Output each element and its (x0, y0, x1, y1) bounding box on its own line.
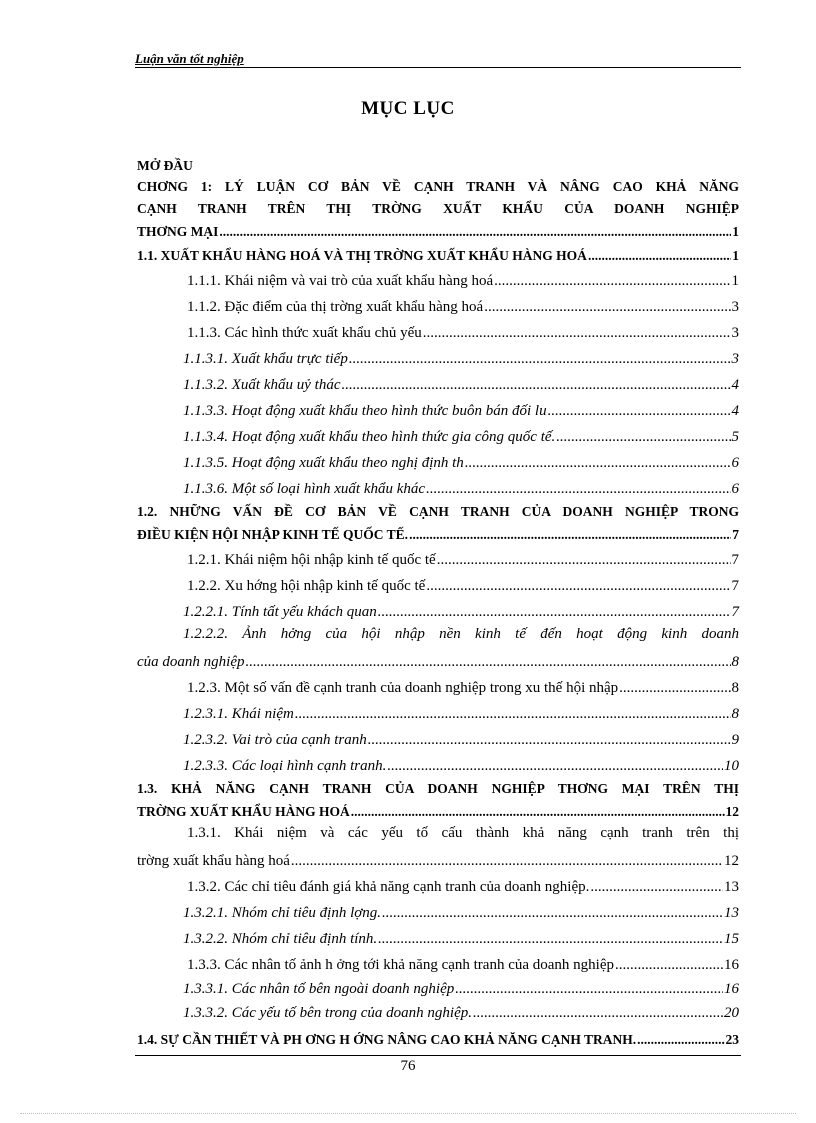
toc-page-number: 7 (731, 604, 739, 620)
page-title: MỤC LỤC (361, 98, 455, 119)
running-header (135, 50, 741, 68)
toc-entry-1-1-3-3[interactable] (137, 394, 739, 420)
toc-entry-label: 1.2.3.3. Các loại hình cạnh tranh. (183, 758, 387, 774)
toc-entry-1-1[interactable] (137, 242, 739, 264)
toc-entry-1-2[interactable] (137, 501, 739, 543)
toc-page-number: 7 (731, 552, 739, 568)
toc-entry-1-1-1[interactable] (137, 264, 739, 290)
toc-entry-1-1-3-6[interactable] (137, 472, 739, 498)
toc-entry-line: THƠNG MẠI (137, 224, 219, 239)
toc-entry-line: TRỜNG XUẤT KHẨU HÀNG HOÁ (137, 804, 350, 819)
toc-entry-1-2-3[interactable] (137, 671, 739, 697)
toc-entry-line: trờng xuất khẩu hàng hoá (137, 853, 290, 869)
toc-entry-1-3-3[interactable] (137, 948, 739, 974)
toc-entry-1-4[interactable] (137, 1026, 739, 1048)
toc-page-number: 1 (732, 224, 739, 239)
toc-entry-label: 1.3.3. Các nhân tố ảnh h ởng tới khả năng cạnh tranh của doanh nghiệp (187, 957, 615, 973)
toc-entry-1-3-1[interactable] (137, 820, 739, 870)
toc-entry-line: ĐIỀU KIỆN HỘI NHẬP KINH TẾ QUỐC TẾ. (137, 527, 409, 542)
toc-page-number: 4 (731, 377, 739, 393)
toc-page-number: 7 (731, 578, 739, 594)
header-text: Luận văn tốt nghiệp (135, 51, 244, 66)
toc-page-number: 1 (732, 248, 739, 263)
toc-entry-label: 1.3.3.2. Các yếu tố bên trong của doanh nghiệp. (183, 1005, 472, 1021)
toc-entry-line: 1.3.1. Khái niệm và các yếu tố cấu thành khả năng cạnh tranh trên thị (187, 825, 739, 841)
toc-entry-1-1-2[interactable] (137, 290, 739, 316)
toc-entry-1-3[interactable] (137, 778, 739, 820)
toc-entry-label: 1.2.3.2. Vai trò của cạnh tranh (183, 732, 367, 748)
page-edge-divider (20, 1113, 796, 1114)
toc-entry-line: CHƠNG 1: LÝ LUẬN CƠ BẢN VỀ CẠNH TRANH VÀ NÂNG CAO KHẢ NĂNG (137, 179, 739, 194)
toc-page-number: 3 (731, 325, 739, 341)
toc-entry-label: 1.4. SỰ CẦN THIẾT VÀ PH ƠNG H ỚNG NÂNG CAO KHẢ NĂNG CẠNH TRANH. (137, 1032, 637, 1047)
toc-entry-label: 1.1.3.4. Hoạt động xuất khẩu theo hình thức gia công quốc tế. (183, 429, 556, 445)
toc-entry-label: 1.3.2. Các chỉ tiêu đánh giá khả năng cạnh tranh của doanh nghiệp. (187, 879, 590, 895)
toc-entry-1-1-3-1[interactable] (137, 342, 739, 368)
toc-entry-label: 1.3.2.1. Nhóm chỉ tiêu định lợng. (183, 905, 381, 921)
toc-page-number: 9 (731, 732, 739, 748)
toc-page-number: 1 (731, 273, 739, 289)
toc-entry-label: 1.2.3.1. Khái niệm (183, 706, 294, 722)
toc-entry-label: 1.2.2. Xu hớng hội nhập kinh tế quốc tế (187, 578, 426, 594)
toc-entry-1-2-3-3[interactable] (137, 749, 739, 775)
toc-entry-1-3-2-1[interactable] (137, 896, 739, 922)
toc-entry-label: 1.1. XUẤT KHẨU HÀNG HOÁ VÀ THỊ TRỜNG XUẤT KHẨU HÀNG HOÁ (137, 248, 587, 263)
toc-page-number: 3 (731, 351, 739, 367)
toc-page-number: 20 (724, 1005, 739, 1021)
toc-page-number: 12 (724, 853, 739, 869)
toc-entry-label: 1.1.2. Đặc điểm của thị trờng xuất khẩu hàng hoá (187, 299, 484, 315)
toc-page-number: 4 (731, 403, 739, 419)
toc-entry-label: 1.1.3.2. Xuất khẩu uỷ thác (183, 377, 341, 393)
toc-entry-label: 1.1.3.6. Một số loại hình xuất khẩu khác (183, 481, 426, 497)
toc-entry-1-2-3-1[interactable] (137, 697, 739, 723)
toc-entry-1-3-3-1[interactable] (137, 974, 739, 998)
toc-entry-label: 1.1.3.1. Xuất khẩu trực tiếp (183, 351, 348, 367)
toc-page-number: 7 (732, 527, 739, 542)
toc-entry-label: 1.2.3. Một số vấn đề cạnh tranh của doanh nghiệp trong xu thế hội nhập (187, 680, 619, 696)
toc-entry-label: 1.2.1. Khái niệm hội nhập kinh tế quốc tế (187, 552, 436, 568)
toc-entry-label: 1.3.2.2. Nhóm chỉ tiêu định tính. (183, 931, 378, 947)
toc-entry-1-2-2-1[interactable] (137, 595, 739, 621)
toc-entry-1-3-2[interactable] (137, 870, 739, 896)
toc-entry-label: 1.1.3.5. Hoạt động xuất khẩu theo nghị định th (183, 455, 464, 471)
toc-entry-1-1-3[interactable] (137, 316, 739, 342)
toc-entry-line: 1.2.2.2. Ảnh hởng của hội nhập nền kinh tế đến hoạt động kinh doanh (183, 626, 739, 642)
footer-rule (135, 1055, 741, 1056)
toc-entry-1-2-2-2[interactable] (137, 621, 739, 671)
toc-page-number: 6 (731, 455, 739, 471)
table-of-contents (137, 150, 739, 1047)
toc-entry-line: 1.2. NHỮNG VẤN ĐỀ CƠ BẢN VỀ CẠNH TRANH CỦA DOANH NGHIỆP TRONG (137, 504, 739, 519)
toc-entry-1-2-2[interactable] (137, 569, 739, 595)
toc-page-number: 5 (731, 429, 739, 445)
toc-entry-1-1-3-4[interactable] (137, 420, 739, 446)
toc-entry-1-3-2-2[interactable] (137, 922, 739, 948)
toc-page-number: 16 (724, 957, 739, 973)
toc-page-number: 8 (731, 654, 739, 670)
toc-page-number: 8 (731, 706, 739, 722)
toc-page-number: 13 (724, 905, 739, 921)
toc-entry-label: 1.1.3. Các hình thức xuất khẩu chủ yếu (187, 325, 422, 341)
toc-entry-chapter-1[interactable] (137, 176, 739, 240)
toc-entry-label: 1.1.1. Khái niệm và vai trò của xuất khẩu hàng hoá (187, 273, 494, 289)
toc-entry-1-2-3-2[interactable] (137, 723, 739, 749)
toc-page-number: 8 (731, 680, 739, 696)
toc-page-number: 6 (731, 481, 739, 497)
page-number: 76 (400, 1058, 416, 1074)
toc-entry-label: 1.3.3.1. Các nhân tố bên ngoài doanh nghiệp (183, 981, 455, 997)
toc-entry-1-2-1[interactable] (137, 543, 739, 569)
toc-entry-label: 1.1.3.3. Hoạt động xuất khẩu theo hình thức buôn bán đối lu (183, 403, 547, 419)
toc-entry-label: MỞ ĐẦU (137, 158, 193, 173)
toc-page-number: 10 (724, 758, 739, 774)
toc-page-number: 13 (724, 879, 739, 895)
toc-entry-line: của doanh nghiệp (137, 654, 245, 670)
toc-entry-line: 1.3. KHẢ NĂNG CẠNH TRANH CỦA DOANH NGHIỆP THƠNG MẠI TRÊN THỊ (137, 781, 739, 796)
toc-page-number: 12 (725, 804, 739, 819)
toc-entry-line: CẠNH TRANH TRÊN THỊ TRỜNG XUẤT KHẨU CỦA DOANH NGHIỆP (137, 201, 739, 216)
toc-page-number: 15 (724, 931, 739, 947)
toc-page-number: 16 (724, 981, 739, 997)
toc-entry-1-3-3-2[interactable] (137, 998, 739, 1022)
toc-entry-intro[interactable] (137, 158, 739, 176)
toc-entry-label: 1.2.2.1. Tính tất yếu khách quan (183, 604, 377, 620)
toc-page-number: 23 (725, 1032, 739, 1047)
toc-entry-1-1-3-5[interactable] (137, 446, 739, 472)
toc-entry-1-1-3-2[interactable] (137, 368, 739, 394)
toc-page-number: 3 (731, 299, 739, 315)
